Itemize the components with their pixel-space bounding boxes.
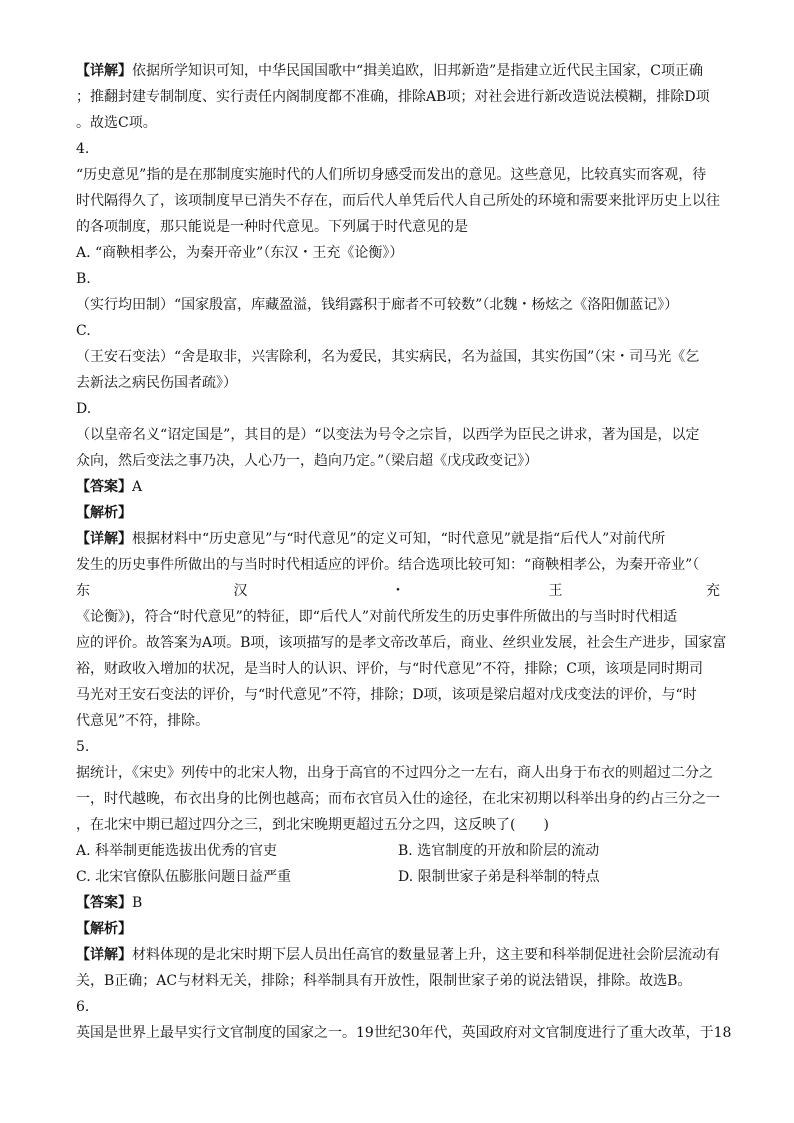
q4-option-b: （实行均田制）“国家殷富，库藏盈溢，钱绢露积于廊者不可较数”（北魏・杨炫之《洛阳伽蓝记》） bbox=[76, 297, 679, 313]
answer-tag: 【答案】 bbox=[76, 479, 132, 495]
q5-stem-line-2: 一，时代越晚，布衣出身的比例也越高；而布衣官员入仕的途径，在北宋初期以科举出身的约占三分之一 bbox=[76, 791, 720, 807]
q5-options-row-2 bbox=[76, 864, 720, 890]
q4-number: 4. bbox=[76, 141, 90, 157]
q5-analysis-tag: 【解析】 bbox=[76, 921, 132, 937]
detail-tag: 【详解】 bbox=[76, 947, 132, 963]
detail-tag: 【详解】 bbox=[76, 531, 132, 547]
q5-option-d: D. 限制世家子弟是科举制的特点 bbox=[398, 869, 600, 885]
q5-answer bbox=[76, 890, 720, 916]
q5-option-b: B. 选官制度的开放和阶层的流动 bbox=[398, 843, 600, 859]
q5-detail-line-2: 关，B正确；AC与材料无关，排除；科举制具有开放性，限制世家子弟的说法错误，排除。故选B。 bbox=[76, 973, 692, 989]
q4-detail-spread-line: 东 汉 ・ 王 充 bbox=[76, 583, 720, 599]
q4-detail-line-4: 应的评价。故答案为A项。B项，该项描写的是孝文帝改革后，商业、丝织业发展，社会生产进步，国家富 bbox=[76, 635, 727, 651]
q3-detail-line-3: 。故选C项。 bbox=[76, 115, 157, 131]
q5-number: 5. bbox=[76, 739, 90, 755]
document-page bbox=[76, 58, 732, 1046]
q5-detail-line-1: 【详解】材料体现的是北宋时期下层人员出任高官的数量显著上升，这主要和科举制促进社会阶层流动有 bbox=[76, 947, 720, 963]
answer-tag: 【答案】 bbox=[76, 895, 132, 911]
q5-option-c: C. 北宋官僚队伍膨胀问题日益严重 bbox=[76, 869, 292, 885]
q6-number: 6. bbox=[76, 999, 90, 1015]
q3-detail-line-1: 【详解】依据所学知识可知，中华民国国歌中“揖美追欧，旧邦新造”是指建立近代民主国家，C项正确 bbox=[76, 63, 704, 79]
q4-stem-line-1: “历史意见”指的是在那制度实施时代的人们所切身感受而发出的意见。这些意见，比较真实而客观，待 bbox=[76, 167, 707, 183]
detail-tag: 【详解】 bbox=[76, 63, 132, 79]
answer-value: A bbox=[132, 479, 143, 495]
q4-detail-line-5: 裕，财政收入增加的状况，是当时人的认识、评价，与“时代意见”不符，排除；C项，该项是同时期司 bbox=[76, 661, 704, 677]
q4-detail-line-6: 马光对王安石变法的评价，与“时代意见”不符，排除；D项，该项是梁启超对戊戌变法的评价，与“时 bbox=[76, 687, 697, 703]
q4-option-b-label: B. bbox=[76, 271, 91, 287]
answer-value: B bbox=[132, 895, 143, 911]
q4-option-c-label: C. bbox=[76, 323, 91, 339]
q4-option-d-line-2: 众向，然后变法之事乃决，人心乃一，趋向乃定。”（梁启超《戊戌政变记》） bbox=[76, 453, 539, 469]
q4-stem-line-2: 时代隔得久了，该项制度早已消失不存在，而后代人单凭后代人自己所处的环境和需要来批评历史上以往 bbox=[76, 193, 720, 209]
q4-option-c-line-2: 去新法之病民伤国者疏》） bbox=[76, 375, 237, 391]
q4-option-d-label: D. bbox=[76, 401, 92, 417]
q4-option-d-line-1: （以皇帝名义“诏定国是”，其目的是）“以变法为号令之宗旨，以西学为臣民之讲求，著为国是，以定 bbox=[76, 427, 700, 443]
q5-options-row-1 bbox=[76, 838, 720, 864]
q4-stem-line-3: 的各项制度，那只能说是一种时代意见。下列属于时代意见的是 bbox=[76, 219, 468, 235]
q4-option-c-line-1: （王安石变法）“舍是取非，兴害除利，名为爱民，其实病民，名为益国，其实伤国”（宋・司马光《乞 bbox=[76, 349, 700, 365]
q4-answer bbox=[76, 474, 720, 500]
q5-option-a: A. 科举制更能选拔出优秀的官吏 bbox=[76, 843, 278, 859]
q4-detail-line-7: 代意见”不符，排除。 bbox=[76, 713, 210, 729]
q4-detail-line-3: 《论衡》)，符合“时代意见”的特征，即“后代人”对前代所发生的历史事件所做出的与当时时代相适 bbox=[76, 609, 678, 625]
q4-detail-line-2: 发生的历史事件所做出的与当时时代相适应的评价。结合选项比较可知：“商鞅相孝公，为秦开帝业”（ bbox=[76, 557, 700, 573]
q5-stem-line-1: 据统计，《宋史》列传中的北宋人物，出身于高官的不过四分之一左右，商人出身于布衣的则超过二分之 bbox=[76, 765, 713, 781]
q4-analysis-tag: 【解析】 bbox=[76, 505, 132, 521]
q4-option-a: A. “商鞅相孝公，为秦开帝业”（东汉・王充《论衡》） bbox=[76, 245, 404, 261]
q5-stem-line-3: ，在北宋中期已超过四分之三，到北宋晚期更超过五分之四，这反映了( ) bbox=[76, 817, 549, 833]
q3-detail-line-2: ；推翻封建专制制度、实行责任内阁制度都不准确，排除AB项；对社会进行新改造说法模糊，排除D项 bbox=[76, 89, 710, 105]
q4-detail-line-1: 【详解】根据材料中“历史意见”与“时代意见”的定义可知，“时代意见”就是指“后代人”对前代所 bbox=[76, 531, 666, 547]
q6-stem-line-1: 英国是世界上最早实行文官制度的国家之一。19世纪30年代，英国政府对文官制度进行了重大改革，于18 bbox=[76, 1025, 732, 1041]
